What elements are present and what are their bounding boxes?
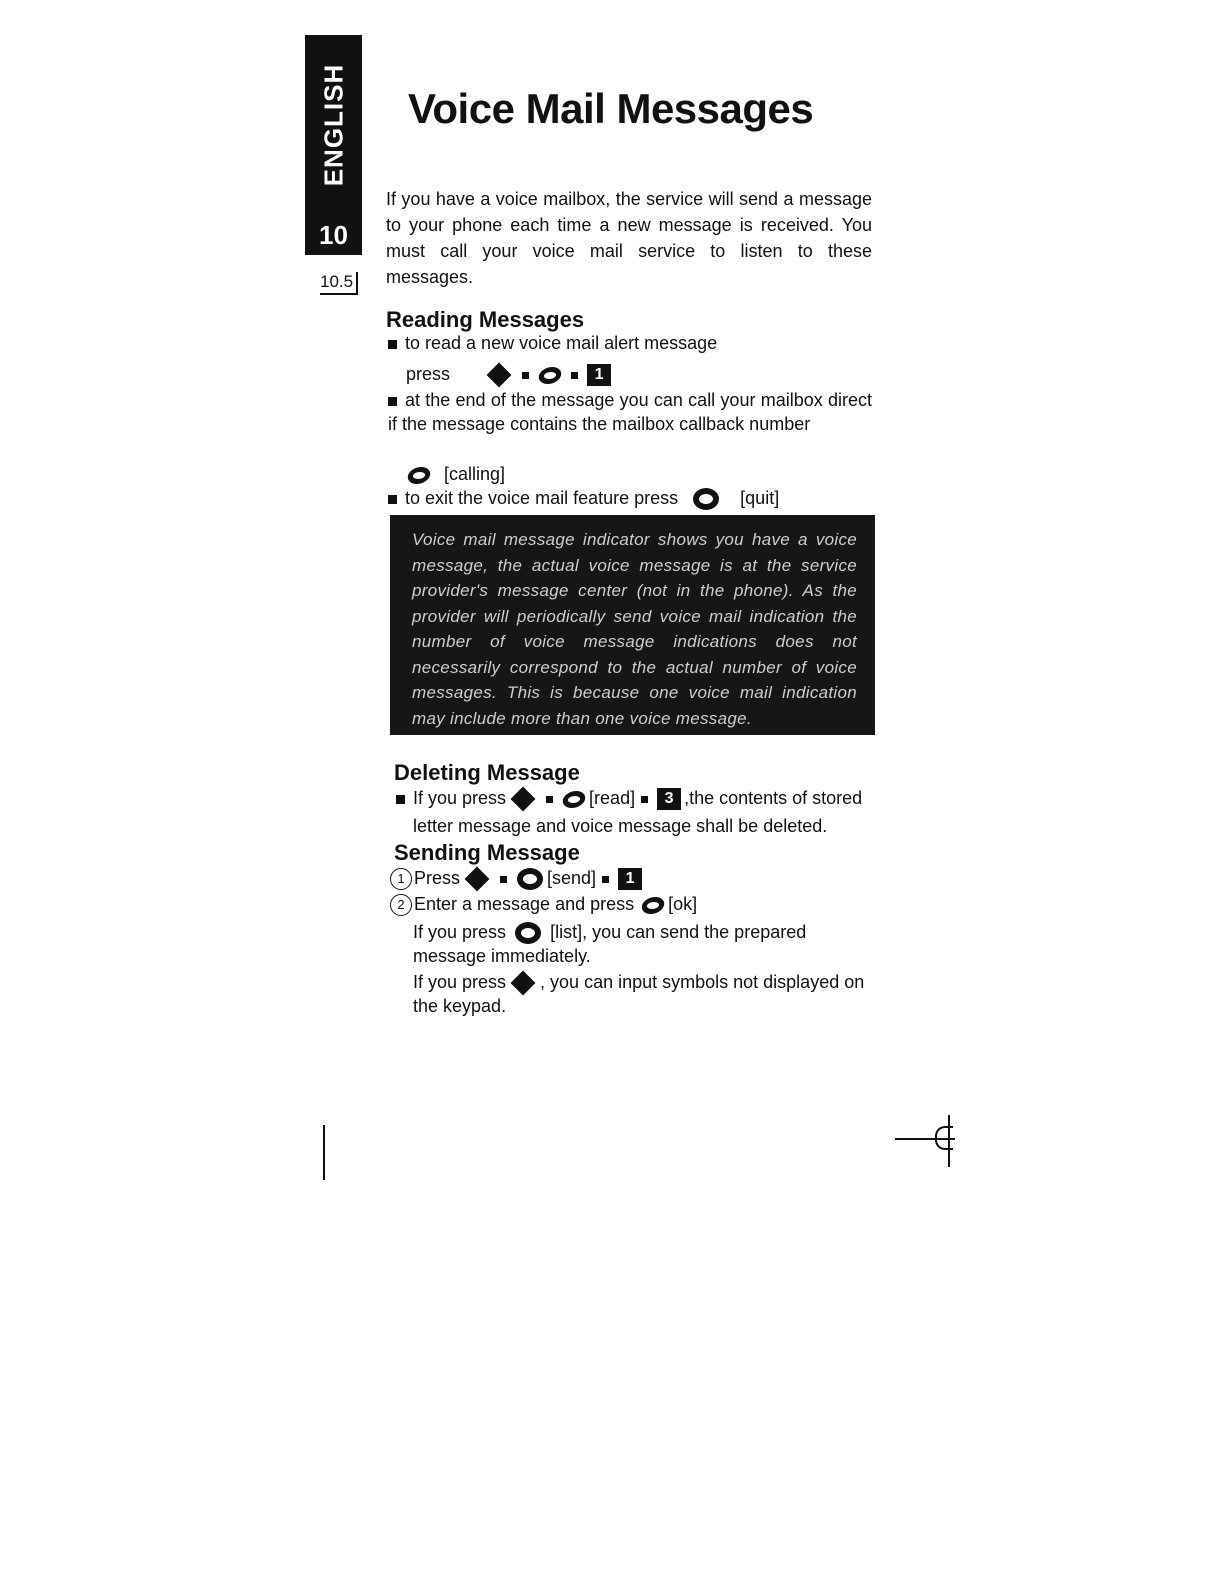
- reading-heading: Reading Messages: [386, 307, 585, 332]
- separator-square: [602, 876, 609, 883]
- ok-label: [ok]: [668, 894, 698, 914]
- menu-key-icon: [406, 467, 433, 484]
- read-label: [read]: [589, 788, 636, 808]
- voice-mail-note: Voice mail message indicator shows you have a voice message, the actual voice message is at the service provider's message center (not in the phone). As the provider will periodically send voice mail indication the number of voice message indications does not necessarily correspond to the actual number of voice messages. This is because one voice mail indication may include more than one voice message.: [390, 515, 875, 735]
- chapter-number: 10: [305, 215, 362, 255]
- reading-press-sequence: [406, 362, 614, 386]
- page-title: Voice Mail Messages: [408, 85, 814, 132]
- sending-list-note: [413, 920, 878, 968]
- bullet: [388, 340, 397, 349]
- nav-key-icon: [487, 363, 512, 388]
- step-1-number: 1: [390, 868, 412, 890]
- send-label: [send]: [547, 868, 597, 888]
- separator-square: [571, 372, 578, 379]
- deleting-suffix: ,the contents of stored: [684, 788, 863, 808]
- list-text: [list], you can send the prepared message immediately.: [413, 922, 807, 967]
- bullet: [388, 397, 397, 406]
- reading-item-1: [388, 331, 717, 355]
- sending-step-1: [390, 866, 645, 890]
- symbol-prefix: If you press: [413, 972, 507, 992]
- crop-mark-vertical: [948, 1115, 950, 1167]
- list-prefix: If you press: [413, 922, 507, 942]
- margin-rule: [323, 1125, 325, 1180]
- deleting-prefix: If you press: [413, 788, 507, 808]
- step-1-text: Press: [414, 868, 461, 888]
- intro-paragraph: If you have a voice mailbox, the service will send a message to your phone each time a new message is received. You must call your voice mail service to listen to these messages.: [386, 189, 872, 287]
- key-1-icon: 1: [618, 868, 642, 890]
- nav-key-icon: [511, 971, 536, 996]
- menu-key-icon: [537, 367, 564, 384]
- bullet: [388, 495, 397, 504]
- quit-label: [quit]: [740, 488, 780, 508]
- deleting-line-2: letter message and voice message shall be deleted.: [413, 816, 828, 836]
- nav-key-icon: [465, 867, 490, 892]
- language-tab: [305, 35, 362, 215]
- reading-item-2-text: at the end of the message you can call your mailbox direct if the message contains the mailbox callback number: [388, 390, 872, 434]
- deleting-line-1: [396, 786, 862, 810]
- step-2-text: Enter a message and press: [414, 894, 635, 914]
- separator-square: [500, 876, 507, 883]
- sending-symbol-note: [413, 970, 878, 1018]
- key-3-icon: 3: [657, 788, 681, 810]
- menu-key-icon: [640, 897, 667, 914]
- calling-label: [calling]: [444, 464, 506, 484]
- bullet: [396, 795, 405, 804]
- menu-key-icon: [561, 791, 588, 808]
- section-number: 10.5: [320, 272, 358, 295]
- sending-heading: Sending Message: [394, 840, 580, 865]
- separator-square: [546, 796, 553, 803]
- reading-item-1-text: to read a new voice mail alert message: [405, 333, 718, 353]
- press-label: press: [406, 364, 451, 384]
- soft-key-icon: [515, 922, 541, 944]
- reading-item-3-text: to exit the voice mail feature press: [405, 488, 679, 508]
- separator-square: [522, 372, 529, 379]
- symbol-text: , you can input symbols not displayed on the keypad.: [413, 972, 865, 1017]
- soft-key-icon: [693, 488, 719, 510]
- separator-square: [641, 796, 648, 803]
- crop-mark-arc: [935, 1126, 953, 1150]
- sending-step-2: [390, 892, 697, 916]
- reading-item-3: [388, 486, 779, 510]
- reading-calling: [404, 462, 505, 486]
- nav-key-icon: [511, 787, 536, 812]
- soft-key-icon: [517, 868, 543, 890]
- language-label: ENGLISH: [318, 63, 348, 187]
- step-2-number: 2: [390, 894, 412, 916]
- key-1-icon: 1: [587, 364, 611, 386]
- deleting-heading: Deleting Message: [394, 760, 580, 785]
- reading-item-2: [388, 388, 872, 436]
